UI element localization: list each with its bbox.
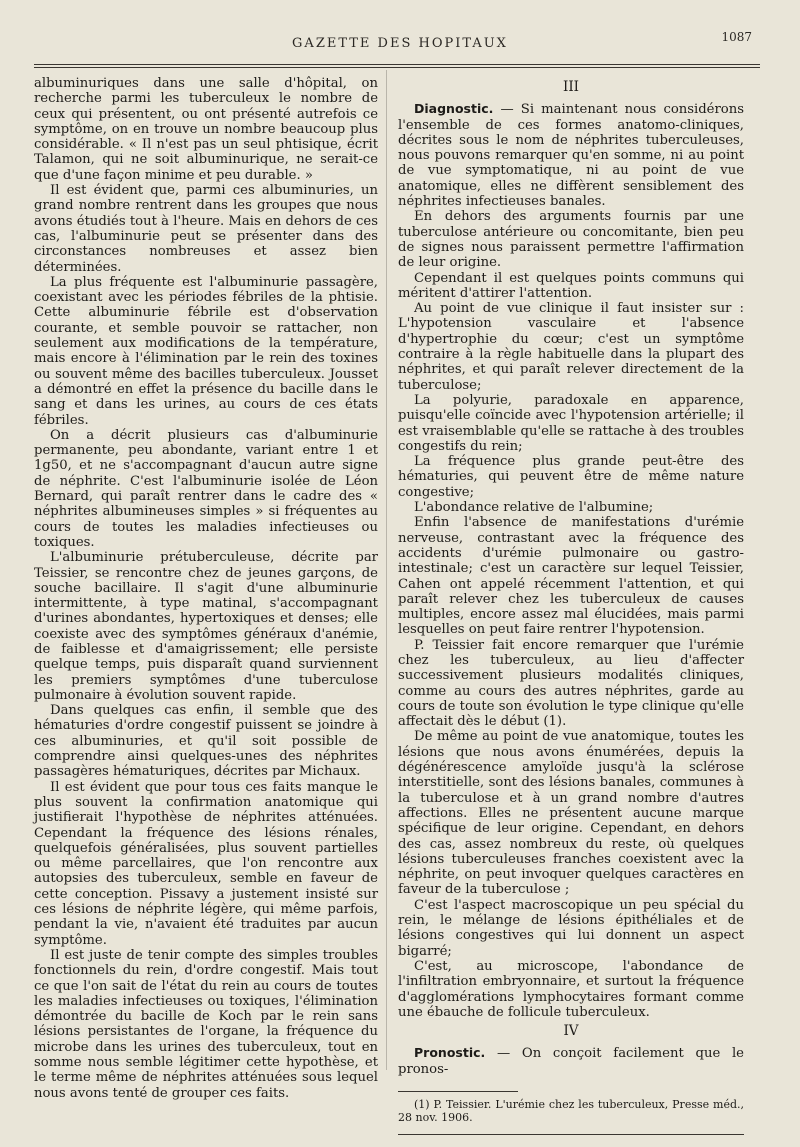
left-paragraph-5: L'albuminurie prétuberculeuse, décrite par Teissier, se rencontre chez de jeunes garçons, de souche bacillaire. Il s'agit d'une albuminurie intermittente, à type matinal, s'accompagnant d'urines abondantes, hypertoxiques et denses; elle coexiste avec des symptômes généraux d'anémie, de faiblesse et d'amaigrissement; elle persiste quelque temps, puis disparaît quand surviennent les premiers symptômes d'une tuberculose pulmonaire à évolution souvent rapide. <box>34 550 378 703</box>
left-paragraph-1: albuminuriques dans une salle d'hôpital, on recherche parmi les tuberculeux le nombre de ceux qui présentent, ou ont présenté autrefois ce symptôme, on en trouve un nombre beaucoup plus considérable. « Il n'est pas un seul phtisique, écrit Talamon, qui ne soit albuminurique, ne serait-ce que d'une façon minime et peu durable. » <box>34 76 378 183</box>
right-paragraph-7: Enfin l'absence de manifestations d'urémie nerveuse, contrastant avec la fréquence des accidents d'urémie pulmonaire ou gastro-intestinale; c'est un caractère sur lequel Teissier, Cahen ont appelé récemment l'attention, et qui paraît relever chez les tuberculeux de causes multiples, encore assez mal élucidées, mais parmi lesquelles on peut faire rentrer l'hypotension. <box>398 515 744 638</box>
footnote-rule <box>398 1091 518 1092</box>
right-paragraph-10: C'est l'aspect macroscopique un peu spécial du rein, le mélange de lésions épithéliales et de lésions congestives qui lui donnent un aspect bigarré; <box>398 897 744 959</box>
prognostic-paragraph <box>398 1045 744 1077</box>
right-paragraph-8: P. Teissier fait encore remarquer que l'urémie chez les tuberculeux, au lieu d'affecter successivement plusieurs modalités cliniques, comme au cours des autres néphrites, garde au cours de toute son évolution le type clinique qu'elle affectait dès le début (1). <box>398 637 744 730</box>
right-paragraph-4: La polyurie, paradoxale en apparence, puisqu'elle coïncide avec l'hypotension artérielle; il est vraisemblable qu'elle se rattache à des troubles congestifs du rein; <box>398 392 744 454</box>
left-column <box>34 76 378 1101</box>
left-paragraph-4: On a décrit plusieurs cas d'albuminurie permanente, peu abondante, variant entre 1 et 1g50, et ne s'accompagnant d'aucun autre signe de néphrite. C'est l'albuminurie isolée de Léon Bernard, qui paraît rentrer dans le cadre des « néphrites albumineuses simples » si fréquentes au cours de toutes les maladies infectieuses ou toxiques. <box>34 427 378 550</box>
section-heading-iii: III <box>563 79 579 95</box>
header-rule <box>34 64 760 65</box>
right-paragraph-5: La fréquence plus grande peut-être des hématuries, qui peuvent être de même nature congestive; <box>398 454 744 500</box>
left-paragraph-8: Il est juste de tenir compte des simples troubles fonctionnels du rein, d'ordre congestif. Mais tout ce que l'on sait de l'état du rein au cours de toutes les maladies infectieuses ou toxiques, l'élimination démontrée du bacille de Koch par le rein sans lésions persistantes de l'organe, la fréquence du microbe dans les urines des tuberculeux, tout en somme nous semble légitimer cette hypothèse, et le terme même de néphrites atténuées sous lequel nous avons tenté de grouper ces faits. <box>34 947 378 1101</box>
running-head: GAZETTE DES HOPITAUX <box>292 36 508 51</box>
right-paragraph-1: En dehors des arguments fournis par une tuberculose antérieure ou concomitante, bien peu de signes nous paraissent permettre l'affirmation de leur origine. <box>398 209 744 271</box>
section-heading-iv: IV <box>563 1023 579 1040</box>
prognostic-label: Pronostic. <box>414 1045 486 1061</box>
left-paragraph-2: Il est évident que, parmi ces albuminuries, un grand nombre rentrent dans les groupes que nous avons étudiés tout à l'heure. Mais en dehors de ces cas, l'albuminurie peut se présenter dans des circonstances nombreuses et assez bien déterminées. <box>34 183 378 275</box>
right-paragraph-3: Au point de vue clinique il faut insister sur : L'hypotension vasculaire et l'absence d'hypertrophie du cœur; c'est un symptôme contraire à la règle habituelle dans la plupart des néphrites, et qui paraît relever directement de la tuberculose; <box>398 301 744 393</box>
right-paragraph-2: Cependant il est quelques points communs qui méritent d'attirer l'attention. <box>398 270 744 301</box>
diagnostic-paragraph <box>398 101 744 209</box>
right-paragraph-6: L'abondance relative de l'albumine; <box>414 500 654 516</box>
diagnostic-label: Diagnostic. <box>414 101 494 117</box>
right-paragraph-9: De même au point de vue anatomique, toutes les lésions que nous avons énumérées, depuis la dégénérescence amyloïde jusqu'à la sclérose interstitielle, sont des lésions banales, communes à la tuberculose et à un grand nombre d'autres affections. Elles ne présentent aucune marque spécifique de leur origine. Cependant, en dehors des cas, assez nombreux du reste, où quelques lésions tuberculeuses franches coexistent avec la néphrite, on peut invoquer quelques caractères en faveur de la tuberculose ; <box>398 729 744 898</box>
left-paragraph-3: La plus fréquente est l'albuminurie passagère, coexistant avec les périodes fébriles de la phtisie. Cette albuminurie fébrile est d'observation courante, et semble pouvoir se rattacher, non seulement aux modifications de la température, mais encore à l'élimination par le rein des toxines ou souvent même des bacilles tuberculeux. Jousset a démontré en effet la présence du bacille dans le sang et dans les urines, au cours de ces états fébriles. <box>34 274 378 428</box>
page-number: 1087 <box>721 30 752 44</box>
left-paragraph-6: Dans quelques cas enfin, il semble que des hématuries d'ordre congestif puissent se joindre à ces albuminuries, et qu'il soit possible de comprendre ainsi quelques-unes des néphrites passagères hématuriques, décrites par Michaux. <box>34 703 378 780</box>
prognostic-text: — On conçoit facilement que le pronos- <box>398 1046 744 1077</box>
right-paragraph-11: C'est, au microscope, l'abondance de l'infiltration embryonnaire, et surtout la fréquence d'agglomérations lymphocytaires formant comme une ébauche de follicule tuberculeux. <box>398 958 744 1020</box>
right-column <box>398 76 744 1135</box>
column-divider <box>386 70 387 1070</box>
left-paragraph-7: Il est évident que pour tous ces faits manque le plus souvent la confirmation anatomique qui justifierait l'hypothèse de néphrites atténuées. Cependant la fréquence des lésions rénales, quelquefois généralisées, plus souvent partielles ou même parcellaires, que l'on rencontre aux autopsies des tuberculeux, semble en faveur de cette conception. Pissavy a justement insisté sur ces lésions de néphrite légère, qui même parfois, pendant la vie, n'avaient été traduites par aucun symptôme. <box>34 779 378 948</box>
column-end-rule <box>398 1134 744 1135</box>
footnote: (1) P. Teissier. L'urémie chez les tuberculeux, Presse méd., 28 nov. 1906. <box>398 1098 744 1124</box>
header-rule-double <box>34 67 760 68</box>
diagnostic-text: — Si maintenant nous considérons l'ensemble de ces formes anatomo-cliniques, décrites sous le nom de néphrites tuberculeuses, nous pouvons remarquer qu'en somme, ni au point de vue symptomatique, ni au point de vue anatomique, elles ne diffèrent sensiblement des néphrites infectieuses banales. <box>398 102 744 210</box>
